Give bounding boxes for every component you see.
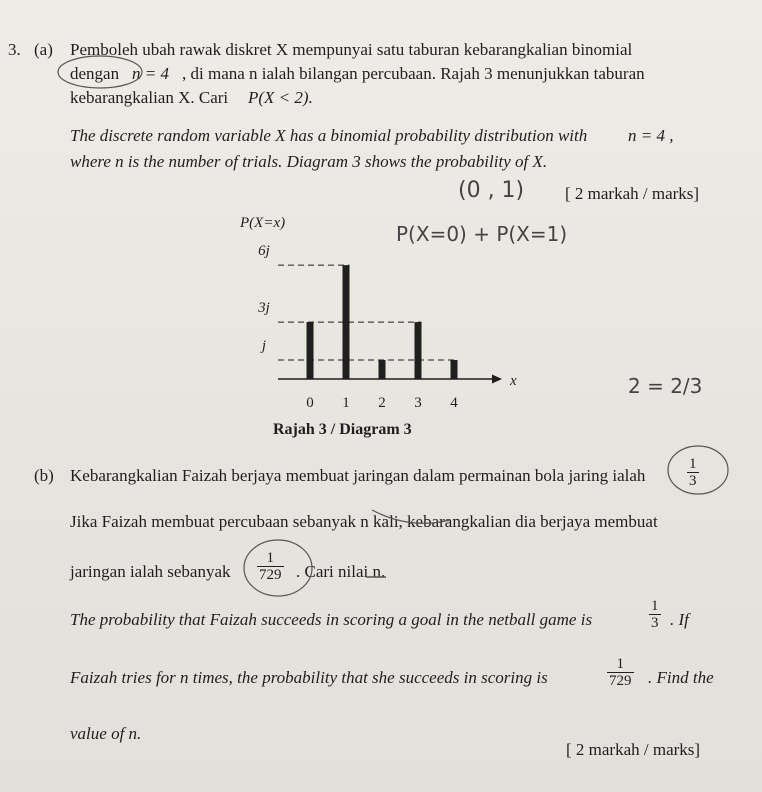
part-b-malay-line-2: Jika Faizah membuat percubaan sebanyak n kali, kebarangkalian dia berjaya membuat: [70, 512, 658, 531]
english-fraction-2-numerator: 1: [607, 656, 634, 673]
part-a-malay-line-2-end: , di mana n ialah bilangan percubaan. Rajah 3 menunjukkan taburan: [182, 64, 645, 83]
part-b-label: (b): [34, 466, 54, 485]
x-tick-label-0: 0: [306, 395, 314, 411]
part-a-english-line-1: The discrete random variable X has a binomial probability distribution with: [70, 126, 588, 145]
part-a-n-equals-4: n = 4: [132, 64, 169, 83]
part-a-malay-line-2-start: dengan: [70, 64, 120, 83]
handwritten-circle-fraction: [668, 446, 728, 494]
part-b-english-line-3: value of n.: [70, 724, 142, 743]
english-fraction-2-denominator: 729: [609, 673, 632, 689]
x-tick-label-3: 3: [414, 395, 422, 411]
english-fraction-1-numerator: 1: [651, 598, 659, 614]
handwritten-note-sum: P(X=0) + P(X=1): [396, 222, 568, 246]
part-b-english-line-1-end: . If: [670, 610, 689, 629]
y-tick-label-3j: 3j: [258, 300, 270, 317]
part-b-marks: [ 2 markah / marks]: [566, 740, 701, 759]
part-b-english-line-1: The probability that Faizah succeeds in scoring a goal in the netball game is: [70, 610, 593, 629]
part-a-malay-line-1: Pemboleh ubah rawak diskret X mempunyai satu taburan kebarangkalian binomial: [70, 40, 633, 59]
y-axis-label: P(X=x): [240, 215, 286, 231]
question-number: 3.: [8, 40, 21, 59]
part-a-malay-line-3: kebarangkalian X. Cari: [70, 88, 229, 107]
part-a-probability-expression: P(X < 2).: [248, 88, 313, 107]
diagram-caption: Rajah 3 / Diagram 3: [273, 421, 412, 438]
x-tick-label-2: 2: [378, 395, 386, 411]
part-b-malay-line-3-start: jaringan ialah sebanyak: [70, 562, 231, 581]
handwritten-circle-n: [58, 56, 142, 88]
part-a-marks: [ 2 markah / marks]: [565, 184, 700, 203]
handwritten-note-answer: 2 = 2/3: [628, 374, 703, 398]
y-tick-label-j: j: [261, 338, 267, 355]
handwritten-note-pair: (0 , 1): [458, 178, 525, 203]
part-a-english-line-2: where n is the number of trials. Diagram 3 shows the probability of X.: [70, 152, 548, 171]
handwritten-curve: [372, 510, 450, 523]
part-a-label: (a): [34, 40, 53, 59]
y-tick-label-6j: 6j: [258, 243, 270, 260]
part-b-malay-line-3-end: . Cari nilai n.: [296, 562, 386, 581]
fraction-1-numerator: 1: [689, 456, 697, 472]
english-fraction-1-denominator: 3: [651, 615, 659, 631]
x-axis-label: x: [510, 373, 517, 389]
x-tick-label-4: 4: [450, 395, 458, 411]
fraction-1-denominator: 3: [689, 473, 697, 489]
part-b-english-line-2: Faizah tries for n times, the probability that she succeeds in scoring is: [70, 668, 548, 687]
part-b-malay-line-1: Kebarangkalian Faizah berjaya membuat jaringan dalam permainan bola jaring ialah: [70, 466, 646, 485]
handwritten-circle-729: [244, 540, 312, 596]
part-b-english-line-2-end: . Find the: [648, 668, 714, 687]
fraction-2-denominator: 729: [259, 567, 282, 583]
part-a-english-n-equals-4: n = 4 ,: [628, 126, 674, 145]
x-tick-label-1: 1: [342, 395, 350, 411]
fraction-2-numerator: 1: [257, 550, 284, 567]
